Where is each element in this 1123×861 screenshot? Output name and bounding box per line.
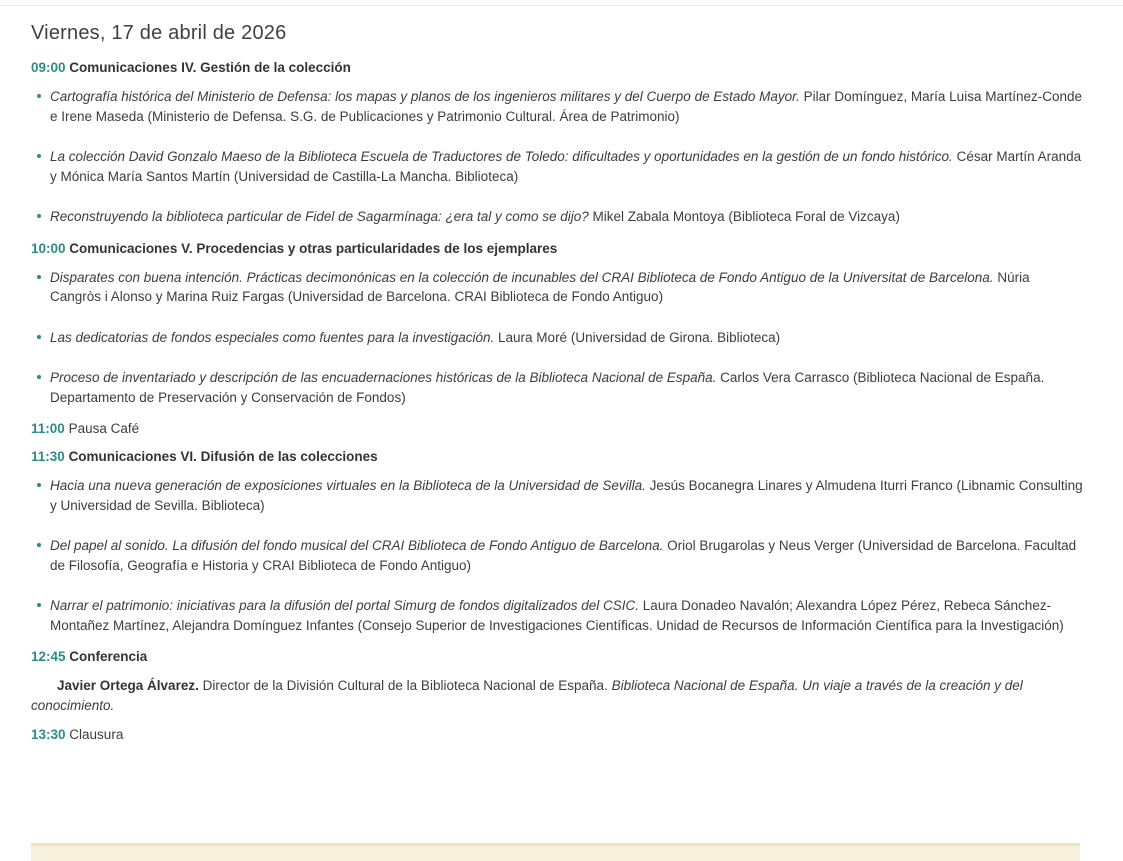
talk-title: Las dedicatorias de fondos especiales como fuentes para la investigación. [50,329,495,345]
slot-title: Comunicaciones V. Procedencias y otras particularidades de los ejemplares [69,240,558,256]
list-item [31,368,1083,407]
schedule-slot [31,448,1083,466]
talk-authors: Laura Donadeo Navalón; Alexandra López Pérez, Rebeca Sánchez-Montañez Martínez, Alejandra Domínguez Infantes (Consejo Superior de Investigaciones Científicas. Unidad de Recursos de Información Científica para la Investigación) [50,598,1064,633]
notice-box [31,843,1080,861]
slot-time: 11:30 [31,449,65,464]
slot-time: 12:45 [31,649,66,664]
talk-list [31,268,1083,408]
bullet-icon [37,603,41,607]
talk-authors: Mikel Zabala Montoya (Biblioteca Foral de Vizcaya) [588,209,900,224]
slot-time: 10:00 [31,240,66,256]
slot-time: 09:00 [31,60,66,75]
list-item [31,596,1083,635]
talk-authors: Oriol Brugarolas y Neus Verger (Universidad de Barcelona. Facultad de Filosofía, Geografía e Historia y CRAI Biblioteca de Fondo Antiguo) [50,538,1077,573]
bullet-icon [37,214,41,218]
talk-authors: César Martín Aranda y Mónica María Santos Martín (Universidad de Castilla-La Mancha. Biblioteca) [50,149,1082,184]
bullet-icon [37,154,41,158]
talk-title: Disparates con buena intención. Prácticas decimonónicas en la colección de incunables del CRAI Biblioteca de Fondo Antiguo de la Universitat de Barcelona. [50,269,994,285]
list-item [31,207,1083,227]
slot-title: Comunicaciones IV. Gestión de la colección [69,60,351,75]
talk-title: Reconstruyendo la biblioteca particular de Fidel de Sagarmínaga: ¿era tal y como se dijo? [50,209,589,224]
bullet-icon [37,94,41,98]
slot-title: Conferencia [69,649,148,664]
bullet-icon [37,335,41,339]
talk-title: Proceso de inventariado y descripción de las encuadernaciones históricas de la Biblioteca Nacional de España. [50,370,717,385]
talk-authors: Núria Cangròs i Alonso y Marina Ruiz Fargas (Universidad de Barcelona. CRAI Biblioteca de Fondo Antiguo) [50,269,1030,304]
speaker-name: Javier Ortega Álvarez. [57,678,199,693]
list-item [31,87,1083,126]
talk-list [31,476,1083,635]
day-heading: Viernes, 17 de abril de 2026 [31,22,287,44]
talk-title: Hacia una nueva generación de exposiciones virtuales en la Biblioteca de la Universidad de Sevilla. [50,478,646,493]
slot-label: Clausura [69,727,124,742]
speaker-role: Director de la División Cultural de la Biblioteca Nacional de España. [198,678,612,693]
schedule-slot [31,420,1083,438]
list-item [31,476,1083,515]
slot-label: Pausa Café [68,421,140,436]
talk-title: Cartografía histórica del Ministerio de Defensa: los mapas y planos de los ingenieros militares y del Cuerpo de Estado Mayor. [50,89,800,104]
slot-title: Comunicaciones VI. Difusión de las colecciones [68,449,378,464]
schedule-slot [31,726,1083,744]
slot-time: 11:00 [31,421,65,436]
list-item [31,268,1083,307]
schedule-slot [31,648,1083,666]
bullet-icon [37,375,41,379]
talk-authors: Laura Moré (Universidad de Girona. Biblioteca) [494,329,781,345]
schedule-slot [31,59,1083,77]
talk-list [31,87,1083,227]
list-item [31,536,1083,575]
bullet-icon [37,483,41,487]
list-item [31,328,1083,348]
top-divider [0,5,1123,6]
bullet-icon [37,275,41,279]
conference-details [31,676,1083,715]
talk-title: Del papel al sonido. La difusión del fondo musical del CRAI Biblioteca de Fondo Antiguo de Barcelona. [50,538,664,553]
bullet-icon [37,543,41,547]
talk-authors: Pilar Domínguez, María Luisa Martínez-Conde e Irene Maseda (Ministerio de Defensa. S.G. de Publicaciones y Patrimonio Cultural. Área de Patrimonio) [50,89,1082,124]
slot-time: 13:30 [31,727,66,742]
conference-title: Biblioteca Nacional de España. Un viaje a través de la creación y del conocimiento. [31,678,1023,713]
talk-authors: Carlos Vera Carrasco (Biblioteca Nacional de España. Departamento de Preservación y Conservación de Fondos) [50,370,1045,405]
talk-authors: Jesús Bocanegra Linares y Almudena Iturri Franco (Libnamic Consulting y Universidad de Sevilla. Biblioteca) [50,478,1083,513]
program-content [31,22,1083,754]
list-item [31,147,1083,186]
talk-title: Narrar el patrimonio: iniciativas para la difusión del portal Simurg de fondos digitalizados del CSIC. [50,598,640,613]
schedule-slot [31,240,1083,258]
talk-title: La colección David Gonzalo Maeso de la Biblioteca Escuela de Traductores de Toledo: dificultades y oportunidades en la gestión de un fondo histórico. [50,149,953,164]
